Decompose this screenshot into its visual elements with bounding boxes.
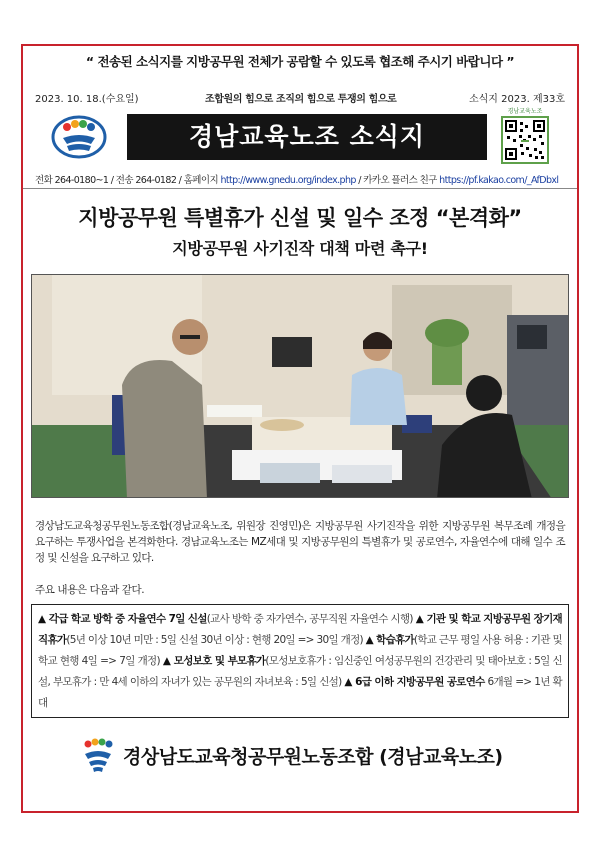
point-detail: (교사 방학 중 자가연수, 공무직원 자율연수 시행) bbox=[206, 613, 416, 625]
point-title: ▲ 기관 및 학교 지방공무원 장기재직휴가 bbox=[38, 613, 562, 646]
point-title: ▲ 6급 이하 지방공무원 공로연수 bbox=[344, 676, 485, 688]
newsletter-title: 경남교육노조 소식지 bbox=[127, 114, 487, 160]
point-detail: (5년 이상 10년 미만 : 5일 신설 30년 이상 : 현행 20일 => 30일 개정) bbox=[66, 634, 366, 646]
point-detail: (학교 근무 평일 사용 허용 : 기관 및 학교 현행 4일 => 7일 개정) bbox=[38, 634, 562, 667]
key-points-box bbox=[31, 604, 569, 718]
article-headline: 지방공무원 특별휴가 신설 및 일수 조정 “본격화” bbox=[78, 206, 522, 230]
article-subhead: 지방공무원 사기진작 대책 마련 촉구! bbox=[172, 239, 428, 258]
point-detail: (모성보호휴가 : 임신중인 여성공무원의 건강관리 및 태아보호 : 5일 신설, 부모휴가 : 만 4세 이하의 자녀가 있는 공무원의 자녀보육 : 5일 신설) bbox=[38, 655, 562, 688]
masthead bbox=[31, 106, 569, 166]
article-body: 경상남도교육청공무원노동조합(경남교육노조, 위원장 진영민)은 지방공무원 사기진작을 위한 지방공무원 복무조례 개정을 요구하는 투쟁사업을 본격화한다. 경남교육노조는 MZ세대 및 지방공무원의 특별휴가 및 공로연수, 자율연수에 대해 일수 조정 및 신설을 요구하고 있다. bbox=[35, 520, 565, 564]
kakao-qr[interactable] bbox=[497, 108, 553, 166]
qr-caption: 경남교육노조 bbox=[507, 108, 543, 115]
qr-code-icon bbox=[501, 116, 549, 164]
union-logo-icon bbox=[51, 114, 107, 160]
contact-phone: 전화 264-0180~1 / 전송 264-0182 / 홈페이지 bbox=[35, 175, 221, 186]
point-title: ▲ 각급 학교 방학 중 자율연수 7일 신설 bbox=[38, 613, 207, 625]
issue-number: 소식지 2023. 제33호 bbox=[468, 94, 565, 105]
contact-line bbox=[35, 172, 575, 186]
union-name: 경상남도교육청공무원노동조합 (경남교육노조) bbox=[123, 746, 503, 768]
union-logo-icon bbox=[81, 738, 115, 774]
homepage-link[interactable]: http://www.gnedu.org/index.php bbox=[220, 175, 356, 186]
newsletter-frame bbox=[21, 44, 579, 813]
dateline bbox=[35, 90, 565, 104]
point-title: ▲ 모성보호 및 부모휴가 bbox=[162, 655, 266, 667]
footer bbox=[23, 734, 577, 774]
kakao-link[interactable]: https://pf.kakao.com/_AfDbxl bbox=[439, 175, 559, 186]
article-intro-note: 주요 내용은 다음과 같다. bbox=[35, 584, 145, 596]
issue-date: 2023. 10. 18.(수요일) bbox=[35, 94, 139, 105]
slogan: “ 전송된 소식지를 지방공무원 전체가 공람할 수 있도록 협조해 주시기 바랍니다 ” bbox=[85, 54, 515, 69]
union-motto: 조합원의 힘으로 조직의 힘으로 투쟁의 힘으로 bbox=[205, 94, 397, 105]
meeting-photo bbox=[31, 274, 569, 498]
kakao-label: / 카카오 플러스 친구 bbox=[355, 175, 440, 186]
divider bbox=[23, 188, 577, 189]
point-title: ▲ 학습휴가 bbox=[365, 634, 414, 646]
point-detail: 6개월 => 1년 확대 bbox=[38, 676, 562, 709]
